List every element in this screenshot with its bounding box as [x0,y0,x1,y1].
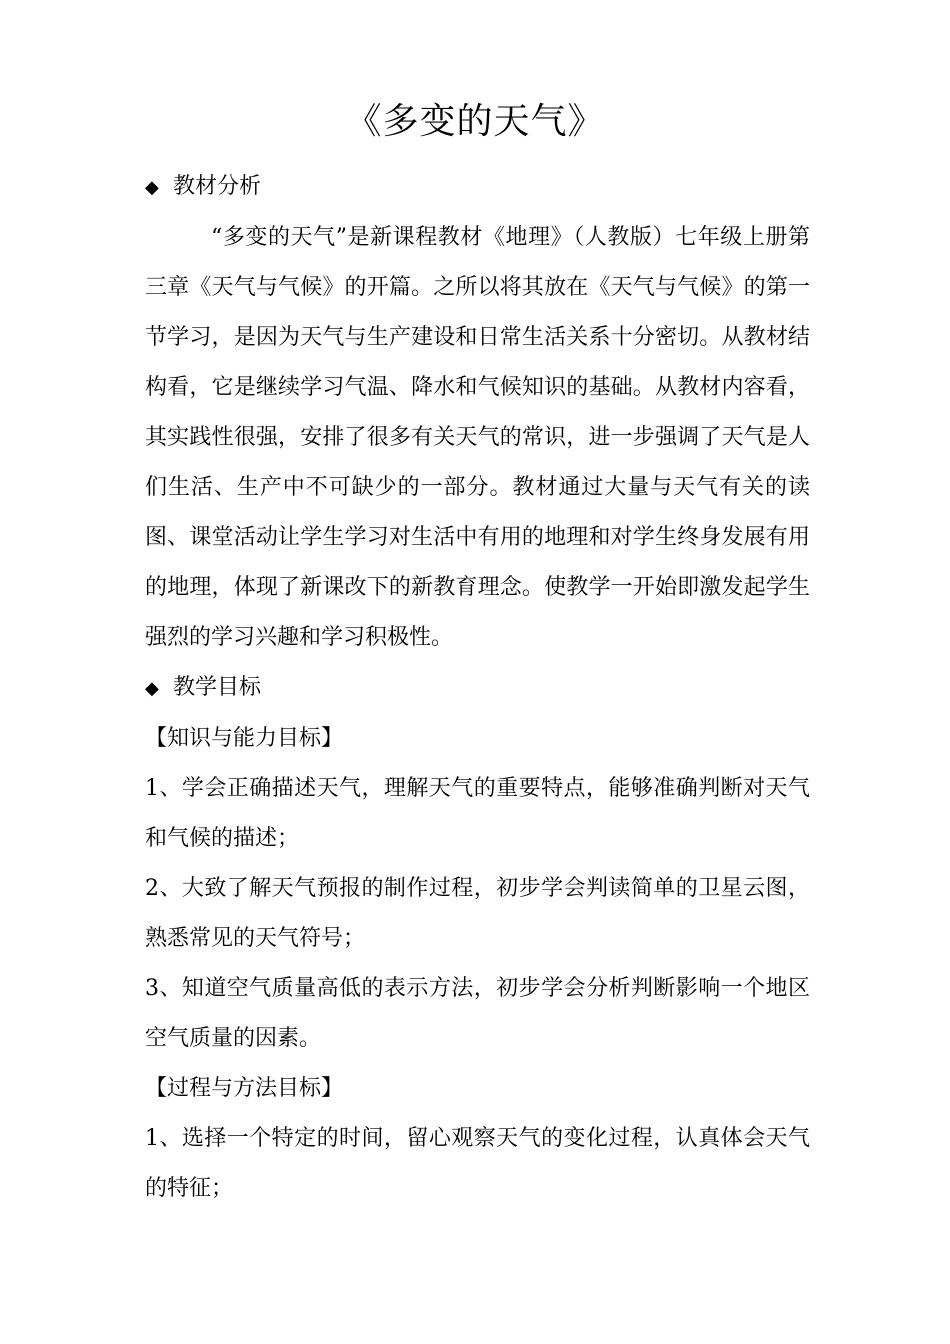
goal-item: 1、学会正确描述天气，理解天气的重要特点，能够准确判断对天气和气候的描述； [145,776,810,851]
goal-item: 2、大致了解天气预报的制作过程，初步学会判读简单的卫星云图，熟悉常见的天气符号； [145,876,810,951]
document-body [145,162,810,1214]
diamond-bullet-icon: ◆ [145,177,159,198]
material-analysis-paragraph: “多变的天气”是新课程教材《地理》（人教版）七年级上册第三章《天气与气候》的开篇。之所以将其放在《天气与气候》的第一节学习，是因为天气与生产建设和日常生活关系十分密切。从教材结构看，它是继续学习气温、降水和气候知识的基础。从教材内容看，其实践性很强，安排了很多有关天气的常识，进一步强调了天气是人们生活、生产中不可缺少的一部分。教材通过大量与天气有关的读图、课堂活动让学生学习对生活中有用的地理和对学生终身发展有用的地理，体现了新课改下的新教育理念。使教学一开始即激发起学生强烈的学习兴趣和学习积极性。 [145,225,810,650]
section-heading-teaching-material [145,162,810,213]
diamond-bullet-icon: ◆ [145,678,159,699]
subheading-knowledge-ability: 【知识与能力目标】 [145,726,344,751]
section-heading-text: 教材分析 [173,174,262,199]
document-title: 《多变的天气》 [345,101,605,142]
goal-item: 3、知道空气质量高低的表示方法，初步学会分析判断影响一个地区空气质量的因素。 [145,976,810,1051]
goal-item: 1、选择一个特定的时间，留心观察天气的变化过程，认真体会天气的特征； [145,1126,810,1201]
section-heading-text: 教学目标 [173,675,262,700]
subheading-process-method: 【过程与方法目标】 [145,1076,344,1101]
section-heading-teaching-goals [145,663,810,714]
